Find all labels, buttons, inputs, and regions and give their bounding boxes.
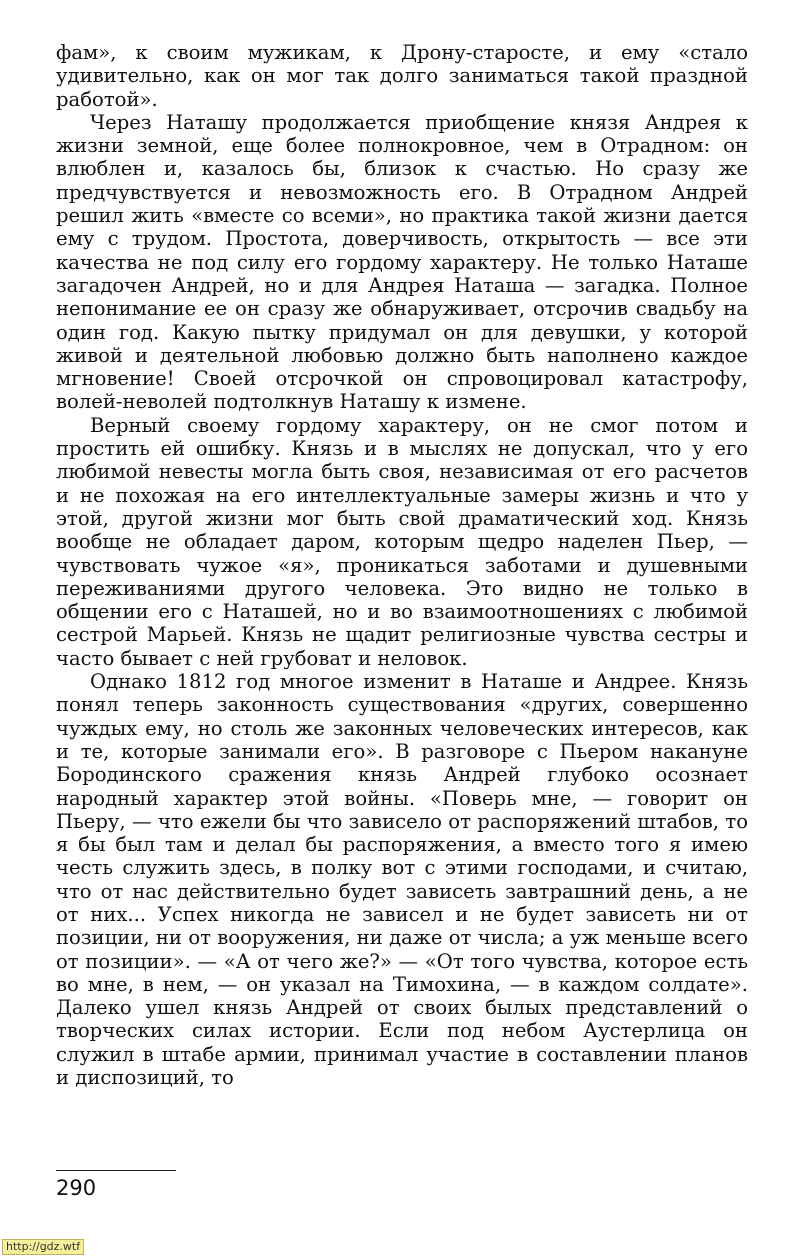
page-number-rule — [56, 1170, 176, 1171]
paragraph: Однако 1812 год многое изменит в Наташе и Андрее. Князь понял теперь законность существования «других, совершенно чуждых ему, но столь же законных человеческих интересов, как и те, которые занимали его». В разговоре с Пьером накануне Бородинского сражения князь Андрей глубоко осознает народный характер этой войны. «Поверь мне, — говорит он Пьеру, — что ежели бы что зависело от распоряжений штабов, то я бы был там и делал бы распоряжения, а вместо того я имею честь служить здесь, в полку вот с этими господами, и считаю, что от нас действительно будет зависеть завтрашний день, а не от них... Успех никогда не зависел и не будет зависеть ни от позиции, ни от вооружения, ни даже от числа; а уж меньше всего от позиции». — «А от чего же?» — «От того чувства, которое есть во мне, в нем, — он указал на Тимохина, — в каждом солдате». Далеко ушел князь Андрей от своих былых представлений о творческих силах истории. Если под небом Аустерлица он служил в штабе армии, принимал участие в составлении планов и диспозиций, то — [56, 670, 748, 1090]
paragraph: Верный своему гордому характеру, он не смог потом и простить ей ошибку. Князь и в мыслях не допускал, что у его любимой невесты могла быть своя, независимая от его расчетов и не похожая на его интеллектуальные замеры жизнь и что у этой, другой жизни мог быть свой драматический ход. Князь вообще не обладает даром, которым щедро наделен Пьер, — чувствовать чужое «я», проникаться заботами и душевными переживаниями другого человека. Это видно не только в общении его с Наташей, но и во взаимоотношениях с любимой сестрой Марьей. Князь не щадит религиозные чувства сестры и часто бывает с ней грубоват и неловок. — [56, 413, 748, 670]
paragraph: Через Наташу продолжается приобщение князя Андрея к жизни земной, еще более полнокровное, чем в Отрадном: он влюблен и, казалось бы, близок к счастью. Но сразу же предчувствуется и невозможность его. В Отрадном Андрей решил жить «вместе со всеми», но практика такой жизни дается ему с трудом. Простота, доверчивость, открытость — все эти качества не под силу его гордому характеру. Не только Наташе загадочен Андрей, но и для Андрея Наташа — загадка. Полное непонимание ее он сразу же обнаруживает, отсрочив свадьбу на один год. Какую пытку придумал он для девушки, у которой живой и деятельной любовью должно быть наполнено каждое мгновение! Своей отсрочкой он спровоцировал катастрофу, волей-неволей подтолкнув Наташу к измене. — [56, 110, 748, 414]
paragraph: фам», к своим мужикам, к Дрону-старосте, и ему «стало удивительно, как он мог так долго заниматься такой праздной работой». — [56, 41, 748, 111]
source-url-link[interactable]: http://gdz.wtf — [2, 1239, 84, 1255]
page-body — [56, 41, 748, 1089]
page-number: 290 — [56, 1176, 97, 1200]
